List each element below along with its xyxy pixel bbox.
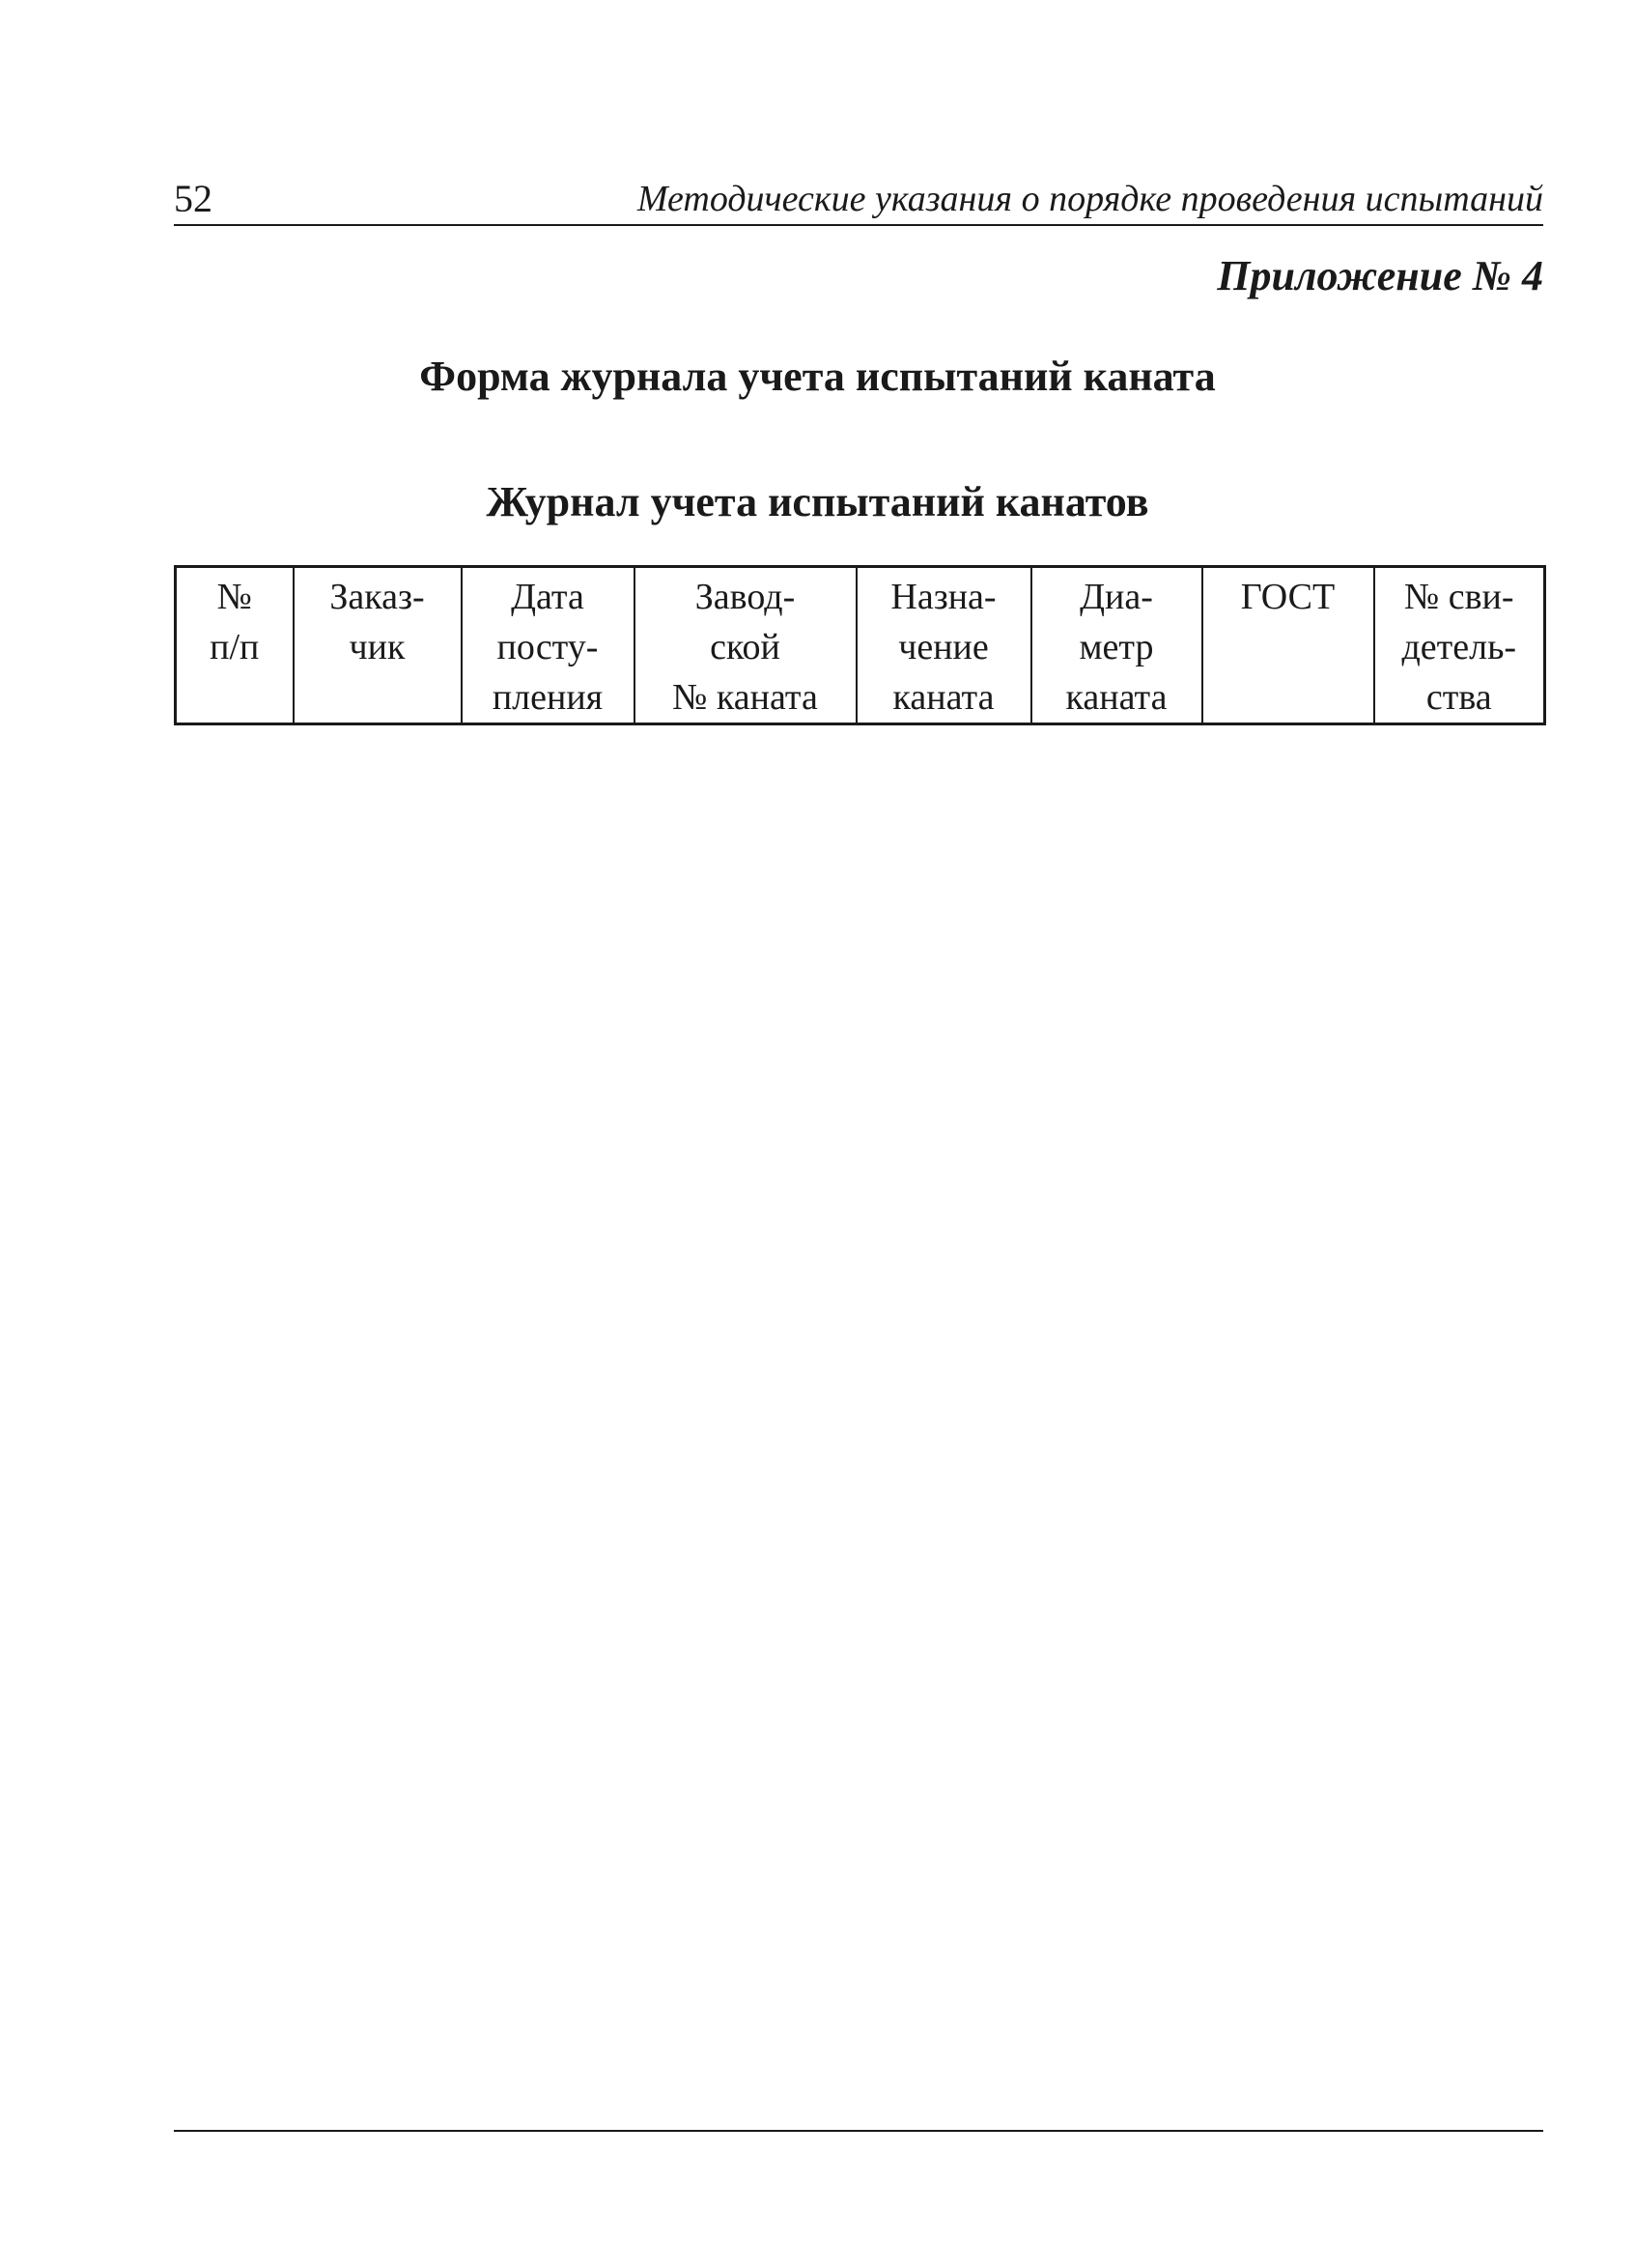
form-title: Форма журнала учета испытаний каната <box>419 353 1216 400</box>
table-header-row <box>176 567 1545 724</box>
appendix-label: Приложение № 4 <box>1217 252 1543 299</box>
column-header-rope-diameter: Диа- метр каната <box>1031 567 1202 724</box>
footer-rule <box>174 2130 1543 2132</box>
column-header-factory-rope-number: Завод- ской № каната <box>634 567 857 724</box>
journal-table <box>174 565 1546 725</box>
column-header-gost: ГОСТ <box>1202 567 1374 724</box>
header-rule <box>174 224 1543 226</box>
journal-title: Журнал учета испытаний канатов <box>486 478 1149 525</box>
column-header-rope-purpose: Назна- чение каната <box>857 567 1031 724</box>
running-header-title: Методические указания о порядке проведения испытаний <box>636 179 1543 219</box>
column-header-customer: Заказ- чик <box>294 567 462 724</box>
page-number: 52 <box>174 177 212 220</box>
column-header-certificate-number: № сви- детель- ства <box>1374 567 1545 724</box>
column-header-number: № п/п <box>176 567 294 724</box>
column-header-receipt-date: Дата посту- пления <box>462 567 634 724</box>
